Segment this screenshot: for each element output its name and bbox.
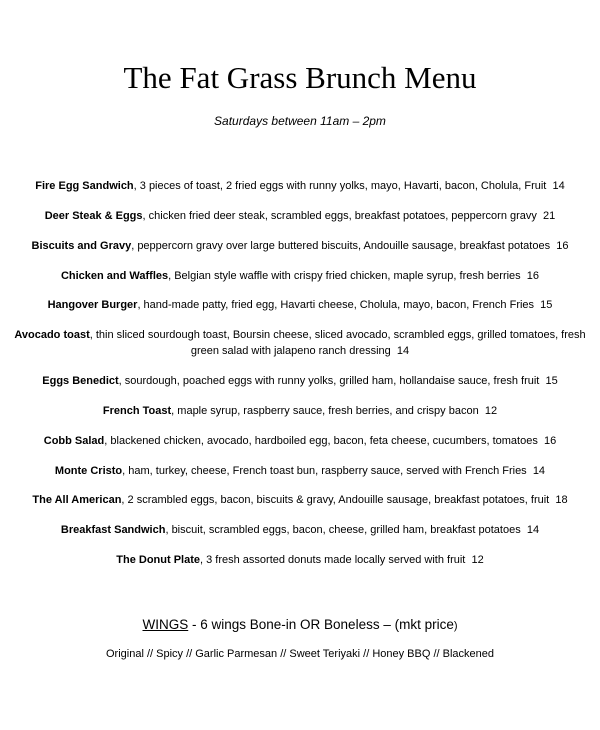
wings-heading	[0, 617, 600, 632]
menu-item-desc: , peppercorn gravy over large buttered biscuits, Andouille sausage, breakfast potatoes	[131, 240, 551, 252]
menu-item	[6, 178, 594, 194]
menu-item	[6, 403, 594, 419]
menu-item-desc: , Belgian style waffle with crispy fried chicken, maple syrup, fresh berries	[168, 270, 521, 282]
wing-flavors: Original // Spicy // Garlic Parmesan // Sweet Teriyaki // Honey BBQ // Blackened	[105, 648, 494, 660]
menu-item-desc: , biscuit, scrambled eggs, bacon, cheese, grilled ham, breakfast potatoes	[165, 524, 521, 536]
menu-item-desc: , maple syrup, raspberry sauce, fresh berries, and crispy bacon	[171, 405, 479, 417]
wings-close: )	[453, 620, 458, 632]
menu-item-price: 16	[543, 435, 557, 447]
menu-item-name: The Donut Plate	[116, 554, 200, 566]
menu-item	[6, 268, 594, 284]
menu-item	[6, 463, 594, 479]
menu-item-price: 12	[471, 554, 484, 566]
menu-item-price: 15	[540, 299, 553, 311]
menu-item	[6, 552, 594, 568]
menu-item	[6, 433, 594, 449]
menu-item-price: 14	[552, 180, 565, 192]
menu-item-name: Avocado toast	[14, 329, 90, 341]
menu-item-name: Biscuits and Gravy	[31, 240, 132, 252]
menu-item-name: Monte Cristo	[54, 465, 123, 477]
menu-item-price: 14	[532, 465, 546, 477]
menu-item-name: French Toast	[102, 405, 172, 417]
menu-item-name: Fire Egg Sandwich	[35, 180, 134, 192]
menu-item-desc: , blackened chicken, avocado, hardboiled egg, bacon, feta cheese, cucumbers, tomatoes	[104, 435, 538, 447]
menu-item	[6, 208, 594, 224]
menu-item-price: 18	[555, 494, 568, 506]
menu-item	[6, 327, 594, 359]
menu-item-price: 12	[484, 405, 498, 417]
menu-item-desc: , thin sliced sourdough toast, Boursin cheese, sliced avocado, scrambled eggs, grilled tomatoes, fresh green salad with jalapeno ranch dressing	[89, 329, 586, 357]
page-title: The Fat Grass Brunch Menu	[123, 60, 477, 95]
menu-item	[6, 522, 594, 538]
menu-item-price: 21	[543, 210, 556, 222]
menu-item-desc: , sourdough, poached eggs with runny yolks, grilled ham, hollandaise sauce, fresh fruit	[118, 375, 540, 387]
menu-item-name: Hangover Burger	[47, 299, 138, 311]
menu-item-name: The All American	[32, 494, 122, 506]
menu-item	[6, 238, 594, 254]
menu-item-desc: , ham, turkey, cheese, French toast bun, raspberry sauce, served with French Fries	[122, 465, 527, 477]
menu-item-price: 14	[526, 524, 540, 536]
menu-item-desc: , hand-made patty, fried egg, Havarti cheese, Cholula, mayo, bacon, French Fries	[137, 299, 535, 311]
wings-label: WINGS	[142, 617, 189, 632]
page-subtitle: Saturdays between 11am – 2pm	[214, 114, 386, 128]
menu-item	[6, 297, 594, 313]
wings-text: - 6 wings Bone-in OR Boneless – (mkt price	[188, 617, 454, 632]
menu-item-price: 14	[396, 345, 410, 357]
menu-item-desc: , 3 pieces of toast, 2 fried eggs with runny yolks, mayo, Havarti, bacon, Cholula, Fruit	[133, 180, 547, 192]
menu-item-price: 15	[545, 375, 558, 387]
menu-item	[6, 373, 594, 389]
menu-item-name: Cobb Salad	[43, 435, 105, 447]
menu-item-desc: , 3 fresh assorted donuts made locally served with fruit	[200, 554, 466, 566]
menu-item-desc: , 2 scrambled eggs, bacon, biscuits & gravy, Andouille sausage, breakfast potatoes, fruit	[121, 494, 550, 506]
menu-item-name: Eggs Benedict	[42, 375, 119, 387]
menu-item	[6, 492, 594, 508]
menu-item-name: Breakfast Sandwich	[60, 524, 166, 536]
menu-item-name: Chicken and Waffles	[60, 270, 169, 282]
menu-item-price: 16	[526, 270, 540, 282]
menu-item-price: 16	[556, 240, 569, 252]
menu-item-name: Deer Steak & Eggs	[44, 210, 143, 222]
menu-item-desc: , chicken fried deer steak, scrambled eggs, breakfast potatoes, peppercorn gravy	[142, 210, 537, 222]
